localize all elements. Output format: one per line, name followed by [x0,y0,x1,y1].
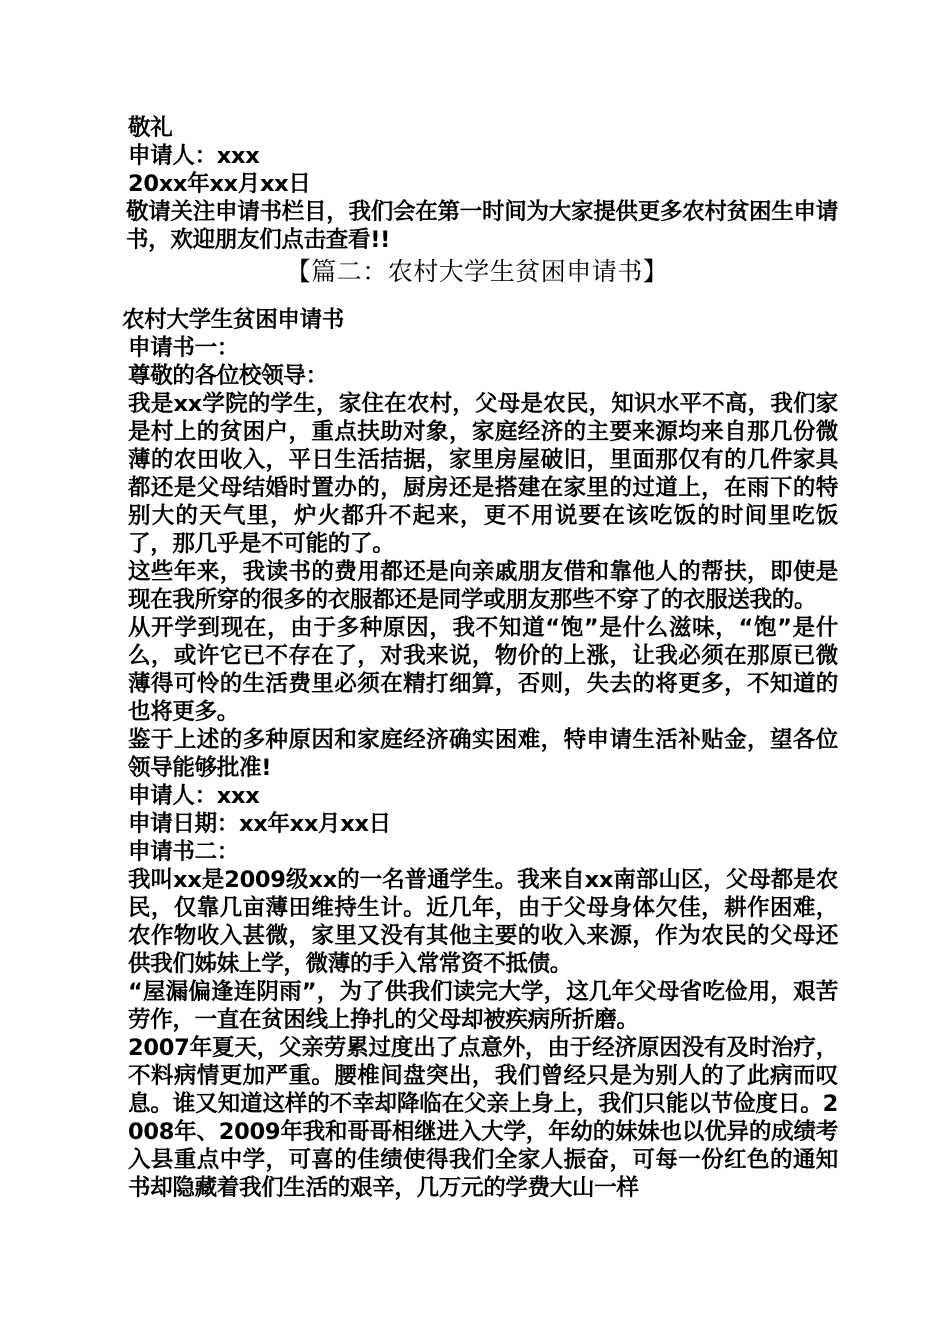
notice-paragraph: 敬请关注申请书栏目，我们会在第一时间为大家提供更多农村贫困生申请书，欢迎朋友们点击查看!! [126,199,838,253]
date-line: 20xx年xx月xx日 [128,171,311,197]
letter-two-paragraph-2: “屋漏偏逢连阴雨”，为了供我们读完大学，这几年父母省吃俭用，艰苦劳作，一直在贫困线上挣扎的父母却被疾病所折磨。 [128,979,838,1033]
section-heading: 【篇二：农村大学生贫困申请书】 [285,257,669,286]
letter-one-paragraph-3: 从开学到现在，由于多种原因，我不知道“饱”是什么滋味，“饱”是什么，或许它已不存在了，对我来说，物价的上涨，让我必须在那原已微薄得可怜的生活费里必须在精打细算，否则，失去的将更多，不知道的也将更多。 [128,615,838,725]
letter-one-paragraph-2: 这些年来，我读书的费用都还是向亲戚朋友借和靠他人的帮扶，即使是现在我所穿的很多的衣服都还是同学或朋友那些不穿了的衣服送我的。 [128,559,838,613]
letter-one-paragraph-4: 鉴于上述的多种原因和家庭经济确实困难，特申请生活补贴金，望各位领导能够批准! [128,727,838,781]
letter-one-paragraph-1: 我是xx学院的学生，家住在农村，父母是农民，知识水平不高，我们家是村上的贫困户，重点扶助对象，家庭经济的主要来源均来自那几份微薄的农田收入，平日生活拮据，家里房屋破旧，里面那仅有的几件家具都还是父母结婚时置办的，厨房还是搭建在家里的过道上，在雨下的特别大的天气里，炉火都升不起来，更不用说要在该吃饭的时间里吃饭了，那几乎是不可能的了。 [128,391,838,557]
closing-regards: 敬礼 [128,115,173,141]
letter-one-label: 申请书一： [128,335,240,361]
application-date: 申请日期：xx年xx月xx日 [128,811,391,837]
letter-two-paragraph-3: 2007年夏天，父亲劳累过度出了点意外，由于经济原因没有及时治疗，不料病情更加严重。腰椎间盘突出，我们曾经只是为别人的了此病而叹息。谁又知道这样的不幸却降临在父亲上身上，我们只能以节俭度日。2008年、2009年我和哥哥相继进入大学，年幼的妹妹也以优异的成绩考入县重点中学，可喜的佳绩使得我们全家人振奋，可每一份红色的通知书却隐藏着我们生活的艰辛，几万元的学费大山一样 [128,1035,838,1201]
applicant-line: 申请人：xxx [128,143,260,169]
letter-two-label: 申请书二： [128,839,240,865]
document-title: 农村大学生贫困申请书 [122,307,345,333]
document-page [116,114,838,1202]
letter-two-paragraph-1: 我叫xx是2009级xx的一名普通学生。我来自xx南部山区，父母都是农民，仅靠几亩薄田维持生计。近几年，由于父母身体欠佳，耕作困难，农作物收入甚微，家里又没有其他主要的收入来源，作为农民的父母还供我们姊妹上学，微薄的手入常常资不抵债。 [128,867,838,977]
applicant-line-2: 申请人：xxx [128,783,260,809]
salutation: 尊敬的各位校领导： [128,363,328,389]
